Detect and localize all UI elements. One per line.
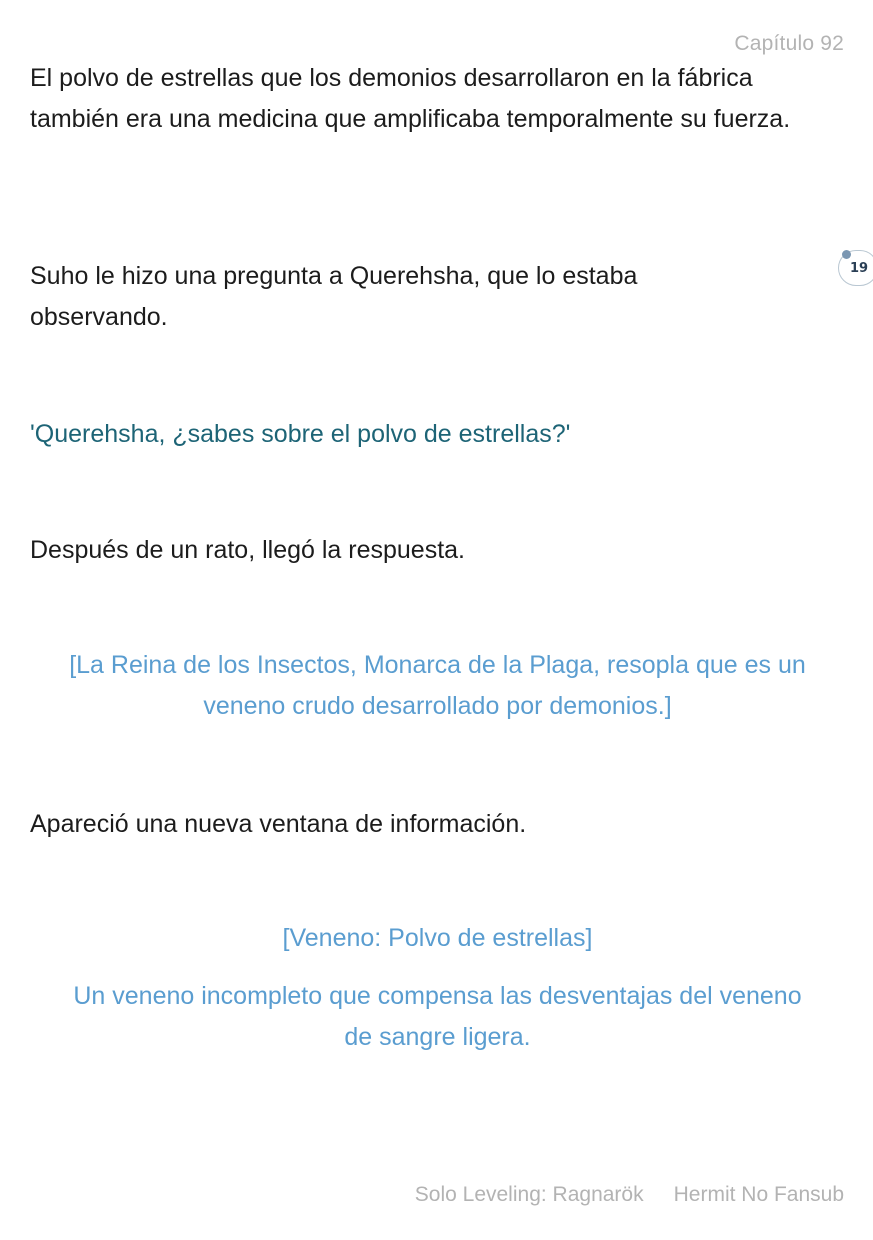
page-marker-number: 19 <box>850 261 869 276</box>
narration-paragraph: Después de un rato, llegó la respuesta. <box>30 536 465 564</box>
system-window-description: Un veneno incompleto que compensa las desventajas del veneno de sangre ligera. <box>73 982 802 1051</box>
page-marker-dot-icon <box>842 250 851 259</box>
system-window-title: [Veneno: Polvo de estrellas] <box>282 924 593 952</box>
system-message: [La Reina de los Insectos, Monarca de la Plaga, resopla que es un veneno crudo desarrollado por demonios.] <box>69 651 806 720</box>
footer <box>415 1183 844 1207</box>
footer-translator: Hermit No Fansub <box>673 1183 844 1206</box>
footer-book-title: Solo Leveling: Ragnarök <box>414 1183 644 1206</box>
page-marker-button[interactable] <box>838 250 873 288</box>
narration-paragraph: El polvo de estrellas que los demonios desarrollaron en la fábrica también era una medicina que amplificaba temporalmente su fuerza. <box>30 64 791 133</box>
narration-paragraph: Apareció una nueva ventana de información. <box>30 810 527 838</box>
narration-paragraph: Suho le hizo una pregunta a Querehsha, que lo estaba observando. <box>30 262 638 331</box>
chapter-label: Capítulo 92 <box>734 32 844 55</box>
thought-dialogue: 'Querehsha, ¿sabes sobre el polvo de estrellas?' <box>30 420 571 448</box>
